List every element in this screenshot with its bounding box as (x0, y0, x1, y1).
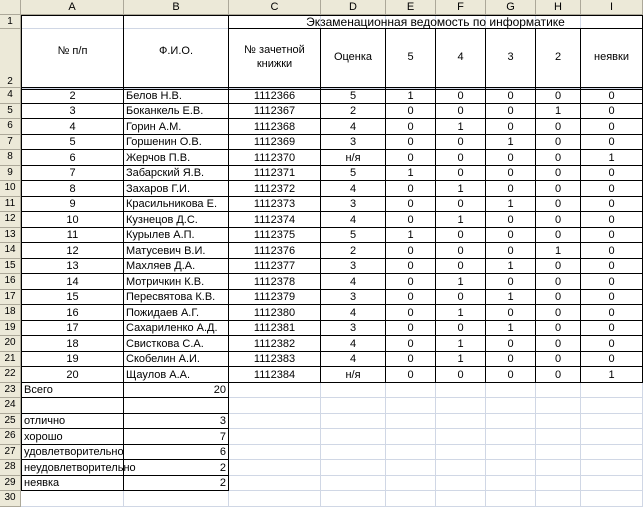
table-cell[interactable]: 0 (581, 259, 643, 275)
table-cell[interactable]: 0 (486, 305, 536, 321)
table-cell[interactable]: 1 (436, 181, 486, 197)
cell[interactable] (124, 491, 229, 507)
table-cell[interactable]: 0 (581, 119, 643, 135)
table-cell[interactable]: 3 (321, 321, 386, 337)
table-cell[interactable]: 1112381 (229, 321, 321, 337)
row-header-5[interactable]: 5 (0, 104, 21, 120)
table-cell[interactable]: 0 (581, 336, 643, 352)
table-cell[interactable]: 4 (321, 336, 386, 352)
cell[interactable] (436, 414, 486, 430)
cell[interactable] (486, 476, 536, 492)
header-cell-book[interactable]: № зачетной книжки (229, 29, 321, 88)
cell[interactable] (229, 398, 321, 414)
student-name-cell[interactable]: Жерчов П.В. (124, 150, 229, 166)
table-cell[interactable]: 0 (581, 321, 643, 337)
cell[interactable] (386, 476, 436, 492)
cell[interactable] (581, 429, 643, 445)
table-cell[interactable]: 1112370 (229, 150, 321, 166)
cell[interactable] (486, 460, 536, 476)
row-header-28[interactable]: 28 (0, 460, 21, 476)
table-cell[interactable]: 0 (386, 367, 436, 383)
summary-label[interactable]: отлично (21, 414, 124, 430)
summary-label[interactable]: Всего (21, 383, 124, 399)
table-cell[interactable]: 0 (581, 181, 643, 197)
summary-spacer-cell[interactable] (124, 398, 229, 414)
table-cell[interactable]: 0 (486, 88, 536, 104)
table-cell[interactable]: 0 (436, 166, 486, 182)
cell[interactable] (321, 460, 386, 476)
table-cell[interactable]: 0 (486, 166, 536, 182)
cell[interactable] (321, 429, 386, 445)
table-cell[interactable]: 3 (321, 197, 386, 213)
table-cell[interactable]: 20 (21, 367, 124, 383)
table-cell[interactable]: 3 (321, 290, 386, 306)
table-cell[interactable]: 0 (581, 290, 643, 306)
table-cell[interactable]: 0 (436, 197, 486, 213)
table-cell[interactable]: 18 (21, 336, 124, 352)
row-header-17[interactable]: 17 (0, 290, 21, 306)
table-cell[interactable]: 14 (21, 274, 124, 290)
table-cell[interactable]: 0 (486, 336, 536, 352)
cell[interactable] (321, 414, 386, 430)
column-header-e[interactable]: E (386, 0, 436, 15)
header-cell-g4[interactable]: 4 (436, 29, 486, 88)
table-cell[interactable]: 5 (321, 166, 386, 182)
table-cell[interactable]: 3 (21, 104, 124, 120)
table-cell[interactable]: 1 (486, 197, 536, 213)
row-header-7[interactable]: 7 (0, 135, 21, 151)
table-cell[interactable]: 1 (386, 166, 436, 182)
table-cell[interactable]: 3 (321, 259, 386, 275)
table-cell[interactable]: 1 (486, 259, 536, 275)
table-cell[interactable]: 0 (386, 150, 436, 166)
cell[interactable] (581, 460, 643, 476)
column-header-a[interactable]: A (21, 0, 124, 15)
table-cell[interactable]: 0 (536, 181, 581, 197)
cell[interactable] (386, 429, 436, 445)
summary-label[interactable]: удовлетворительно (21, 445, 124, 461)
cell[interactable] (229, 476, 321, 492)
table-cell[interactable]: 1 (386, 228, 436, 244)
table-cell[interactable]: 0 (536, 274, 581, 290)
cell[interactable] (386, 383, 436, 399)
table-cell[interactable]: 4 (321, 181, 386, 197)
table-cell[interactable]: 0 (536, 352, 581, 368)
header-cell-absent[interactable]: неявки (581, 29, 643, 88)
table-cell[interactable]: 0 (386, 181, 436, 197)
table-cell[interactable]: 2 (21, 88, 124, 104)
column-header-i[interactable]: I (581, 0, 643, 15)
row-header-20[interactable]: 20 (0, 336, 21, 352)
student-name-cell[interactable]: Красильникова Е. (124, 197, 229, 213)
summary-value[interactable]: 3 (124, 414, 229, 430)
table-cell[interactable]: 0 (536, 212, 581, 228)
student-name-cell[interactable]: Пожидаев А.Г. (124, 305, 229, 321)
table-cell[interactable]: 0 (436, 88, 486, 104)
cell[interactable] (436, 445, 486, 461)
table-cell[interactable]: 6 (21, 150, 124, 166)
table-cell[interactable]: 1 (536, 104, 581, 120)
cell[interactable] (386, 445, 436, 461)
table-cell[interactable]: 1 (436, 274, 486, 290)
table-cell[interactable]: 1112382 (229, 336, 321, 352)
table-cell[interactable]: 0 (536, 228, 581, 244)
table-cell[interactable]: 1112366 (229, 88, 321, 104)
row-header-1[interactable]: 1 (0, 15, 21, 29)
summary-label[interactable]: хорошо (21, 429, 124, 445)
table-cell[interactable]: 0 (581, 228, 643, 244)
student-name-cell[interactable]: Сахариленко А.Д. (124, 321, 229, 337)
table-cell[interactable]: 0 (386, 135, 436, 151)
table-cell[interactable]: н/я (321, 150, 386, 166)
student-name-cell[interactable]: Боканкель Е.В. (124, 104, 229, 120)
cell[interactable] (536, 429, 581, 445)
summary-spacer-cell[interactable] (21, 398, 124, 414)
table-cell[interactable]: 1 (581, 367, 643, 383)
table-cell[interactable]: 13 (21, 259, 124, 275)
row-header-23[interactable]: 23 (0, 383, 21, 399)
row-header-8[interactable]: 8 (0, 150, 21, 166)
table-cell[interactable]: 17 (21, 321, 124, 337)
table-cell[interactable]: 3 (321, 135, 386, 151)
student-name-cell[interactable]: Белов Н.В. (124, 88, 229, 104)
table-cell[interactable]: 0 (486, 150, 536, 166)
table-cell[interactable]: 0 (436, 104, 486, 120)
table-cell[interactable]: 9 (21, 197, 124, 213)
table-cell[interactable]: 0 (486, 243, 536, 259)
table-cell[interactable]: 16 (21, 305, 124, 321)
table-cell[interactable]: 0 (486, 212, 536, 228)
student-name-cell[interactable]: Забарский Я.В. (124, 166, 229, 182)
row-header-12[interactable]: 12 (0, 212, 21, 228)
table-cell[interactable]: 0 (436, 367, 486, 383)
table-cell[interactable]: 8 (21, 181, 124, 197)
table-cell[interactable]: 1112367 (229, 104, 321, 120)
table-cell[interactable]: 0 (581, 243, 643, 259)
table-cell[interactable]: 0 (536, 197, 581, 213)
student-name-cell[interactable]: Курылев А.П. (124, 228, 229, 244)
table-cell[interactable]: 0 (536, 88, 581, 104)
table-cell[interactable]: 0 (436, 135, 486, 151)
table-cell[interactable]: 1112369 (229, 135, 321, 151)
summary-label[interactable]: неявка (21, 476, 124, 492)
row-header-24[interactable]: 24 (0, 398, 21, 414)
table-cell[interactable]: 0 (536, 166, 581, 182)
cell[interactable] (536, 491, 581, 507)
table-cell[interactable]: 0 (581, 352, 643, 368)
table-cell[interactable]: 0 (581, 135, 643, 151)
student-name-cell[interactable]: Матусевич В.И. (124, 243, 229, 259)
table-cell[interactable]: 1112375 (229, 228, 321, 244)
summary-value[interactable]: 20 (124, 383, 229, 399)
table-cell[interactable]: 0 (536, 305, 581, 321)
table-cell[interactable]: 1112377 (229, 259, 321, 275)
table-cell[interactable]: 1112379 (229, 290, 321, 306)
table-cell[interactable]: 0 (486, 119, 536, 135)
table-cell[interactable]: 1112380 (229, 305, 321, 321)
cell[interactable] (536, 476, 581, 492)
table-cell[interactable]: 1112384 (229, 367, 321, 383)
cell[interactable] (386, 460, 436, 476)
table-cell[interactable]: 0 (581, 166, 643, 182)
cell[interactable] (436, 491, 486, 507)
row-header-4[interactable]: 4 (0, 88, 21, 104)
table-cell[interactable]: 0 (386, 336, 436, 352)
student-name-cell[interactable]: Скобелин А.И. (124, 352, 229, 368)
cell[interactable] (386, 414, 436, 430)
table-cell[interactable]: 5 (321, 228, 386, 244)
column-header-c[interactable]: C (229, 0, 321, 15)
header-cell-g2[interactable]: 2 (536, 29, 581, 88)
table-cell[interactable]: 0 (536, 367, 581, 383)
table-cell[interactable]: 0 (386, 274, 436, 290)
table-cell[interactable]: 0 (386, 119, 436, 135)
cell[interactable] (321, 383, 386, 399)
cell[interactable] (536, 398, 581, 414)
column-header-b[interactable]: B (124, 0, 229, 15)
cell[interactable] (229, 383, 321, 399)
table-cell[interactable]: 0 (386, 352, 436, 368)
table-cell[interactable]: 10 (21, 212, 124, 228)
student-name-cell[interactable]: Свисткова С.А. (124, 336, 229, 352)
table-cell[interactable]: 0 (436, 243, 486, 259)
column-header-h[interactable]: H (536, 0, 581, 15)
table-cell[interactable]: 1 (486, 321, 536, 337)
row-header-25[interactable]: 25 (0, 414, 21, 430)
cell[interactable] (321, 445, 386, 461)
cell[interactable] (581, 491, 643, 507)
table-cell[interactable]: 0 (486, 367, 536, 383)
table-cell[interactable]: 15 (21, 290, 124, 306)
table-cell[interactable]: 1 (436, 305, 486, 321)
header-cell-g5[interactable]: 5 (386, 29, 436, 88)
student-name-cell[interactable]: Пересвятова К.В. (124, 290, 229, 306)
cell[interactable] (436, 460, 486, 476)
row-header-16[interactable]: 16 (0, 274, 21, 290)
table-cell[interactable]: 0 (536, 135, 581, 151)
cell[interactable] (436, 476, 486, 492)
table-cell[interactable]: 1 (486, 135, 536, 151)
cell[interactable] (486, 414, 536, 430)
cell[interactable] (321, 398, 386, 414)
student-name-cell[interactable]: Махляев Д.А. (124, 259, 229, 275)
table-cell[interactable]: 4 (321, 274, 386, 290)
header-cell-fio[interactable]: Ф.И.О. (124, 15, 229, 88)
table-cell[interactable]: 0 (486, 104, 536, 120)
student-name-cell[interactable]: Горин А.М. (124, 119, 229, 135)
table-cell[interactable]: 1112378 (229, 274, 321, 290)
table-cell[interactable]: 0 (486, 274, 536, 290)
table-cell[interactable]: 0 (486, 181, 536, 197)
table-cell[interactable]: 0 (581, 212, 643, 228)
cell[interactable] (21, 491, 124, 507)
table-cell[interactable]: 0 (386, 305, 436, 321)
table-cell[interactable]: 0 (436, 321, 486, 337)
header-cell-grade[interactable]: Оценка (321, 29, 386, 88)
table-cell[interactable]: 0 (536, 336, 581, 352)
row-header-27[interactable]: 27 (0, 445, 21, 461)
cell[interactable] (436, 383, 486, 399)
table-cell[interactable]: 0 (386, 212, 436, 228)
row-header-29[interactable]: 29 (0, 476, 21, 492)
cell[interactable] (386, 491, 436, 507)
cell[interactable] (536, 445, 581, 461)
table-cell[interactable]: 0 (536, 290, 581, 306)
table-cell[interactable]: 0 (386, 197, 436, 213)
table-cell[interactable]: 19 (21, 352, 124, 368)
summary-value[interactable]: 7 (124, 429, 229, 445)
table-cell[interactable]: 2 (321, 243, 386, 259)
row-header-6[interactable]: 6 (0, 119, 21, 135)
row-header-2[interactable]: 2 (0, 29, 21, 88)
table-cell[interactable]: 4 (321, 305, 386, 321)
table-cell[interactable]: 12 (21, 243, 124, 259)
cell[interactable] (486, 429, 536, 445)
cell[interactable] (486, 491, 536, 507)
table-cell[interactable]: 1 (436, 352, 486, 368)
table-cell[interactable]: 4 (321, 119, 386, 135)
table-cell[interactable]: 0 (581, 88, 643, 104)
cell[interactable] (581, 445, 643, 461)
row-header-26[interactable]: 26 (0, 429, 21, 445)
table-cell[interactable]: 1112373 (229, 197, 321, 213)
table-cell[interactable]: 0 (486, 352, 536, 368)
table-cell[interactable]: 0 (386, 259, 436, 275)
table-cell[interactable]: 0 (536, 119, 581, 135)
table-cell[interactable]: 0 (581, 197, 643, 213)
column-header-g[interactable]: G (486, 0, 536, 15)
cell[interactable] (321, 491, 386, 507)
table-cell[interactable]: 1 (436, 119, 486, 135)
summary-value[interactable]: 6 (124, 445, 229, 461)
table-cell[interactable]: 4 (321, 212, 386, 228)
cell[interactable] (581, 414, 643, 430)
row-header-14[interactable]: 14 (0, 243, 21, 259)
table-cell[interactable]: 7 (21, 166, 124, 182)
table-cell[interactable]: 1 (436, 212, 486, 228)
table-cell[interactable]: 1112376 (229, 243, 321, 259)
cell[interactable] (486, 398, 536, 414)
table-cell[interactable]: 1112374 (229, 212, 321, 228)
cell[interactable] (229, 460, 321, 476)
summary-value[interactable]: 2 (124, 476, 229, 492)
table-cell[interactable]: 4 (21, 119, 124, 135)
header-cell-number[interactable]: № п/п (21, 15, 124, 88)
table-cell[interactable]: 5 (321, 88, 386, 104)
student-name-cell[interactable]: Захаров Г.И. (124, 181, 229, 197)
cell[interactable] (229, 414, 321, 430)
row-header-9[interactable]: 9 (0, 166, 21, 182)
table-cell[interactable]: 0 (581, 104, 643, 120)
row-header-10[interactable]: 10 (0, 181, 21, 197)
table-title[interactable]: Экзаменационная ведомость по информатике (229, 15, 643, 29)
cell[interactable] (536, 460, 581, 476)
table-cell[interactable]: 0 (581, 305, 643, 321)
table-cell[interactable]: 1112372 (229, 181, 321, 197)
cell[interactable] (486, 383, 536, 399)
row-header-22[interactable]: 22 (0, 367, 21, 383)
cell[interactable] (536, 383, 581, 399)
table-cell[interactable]: 0 (386, 290, 436, 306)
row-header-18[interactable]: 18 (0, 305, 21, 321)
table-cell[interactable]: 0 (536, 321, 581, 337)
table-cell[interactable]: 2 (321, 104, 386, 120)
cell[interactable] (536, 414, 581, 430)
row-header-21[interactable]: 21 (0, 352, 21, 368)
table-cell[interactable]: 1 (386, 88, 436, 104)
cell[interactable] (486, 445, 536, 461)
row-header-19[interactable]: 19 (0, 321, 21, 337)
cell[interactable] (581, 383, 643, 399)
header-cell-g3[interactable]: 3 (486, 29, 536, 88)
row-header-11[interactable]: 11 (0, 197, 21, 213)
table-cell[interactable]: 1 (536, 243, 581, 259)
cell[interactable] (436, 398, 486, 414)
table-cell[interactable]: 4 (321, 352, 386, 368)
table-cell[interactable]: 1 (436, 336, 486, 352)
table-cell[interactable]: 0 (536, 150, 581, 166)
student-name-cell[interactable]: Щаулов А.А. (124, 367, 229, 383)
summary-label[interactable]: неудовлетворительно (21, 460, 124, 476)
cell[interactable] (386, 398, 436, 414)
table-cell[interactable]: 0 (436, 228, 486, 244)
cell[interactable] (229, 429, 321, 445)
table-cell[interactable]: 11 (21, 228, 124, 244)
table-cell[interactable]: 0 (436, 150, 486, 166)
table-cell[interactable]: н/я (321, 367, 386, 383)
table-cell[interactable]: 0 (536, 259, 581, 275)
table-cell[interactable]: 1112371 (229, 166, 321, 182)
cell[interactable] (581, 476, 643, 492)
cell[interactable] (229, 491, 321, 507)
table-cell[interactable]: 0 (386, 243, 436, 259)
student-name-cell[interactable]: Мотричкин К.В. (124, 274, 229, 290)
summary-value[interactable]: 2 (124, 460, 229, 476)
table-cell[interactable]: 1112383 (229, 352, 321, 368)
row-header-13[interactable]: 13 (0, 228, 21, 244)
column-header-f[interactable]: F (436, 0, 486, 15)
student-name-cell[interactable]: Кузнецов Д.С. (124, 212, 229, 228)
table-cell[interactable]: 1112368 (229, 119, 321, 135)
student-name-cell[interactable]: Горшенин О.В. (124, 135, 229, 151)
table-cell[interactable]: 5 (21, 135, 124, 151)
table-cell[interactable]: 1 (581, 150, 643, 166)
row-header-15[interactable]: 15 (0, 259, 21, 275)
cell[interactable] (229, 445, 321, 461)
select-all-corner[interactable] (0, 0, 21, 15)
cell[interactable] (436, 429, 486, 445)
cell[interactable] (321, 476, 386, 492)
table-cell[interactable]: 0 (436, 290, 486, 306)
table-cell[interactable]: 0 (581, 274, 643, 290)
cell[interactable] (581, 398, 643, 414)
table-cell[interactable]: 0 (386, 104, 436, 120)
table-cell[interactable]: 0 (436, 259, 486, 275)
table-cell[interactable]: 0 (486, 228, 536, 244)
column-header-d[interactable]: D (321, 0, 386, 15)
table-cell[interactable]: 1 (486, 290, 536, 306)
table-cell[interactable]: 0 (386, 321, 436, 337)
row-header-30[interactable]: 30 (0, 491, 21, 507)
